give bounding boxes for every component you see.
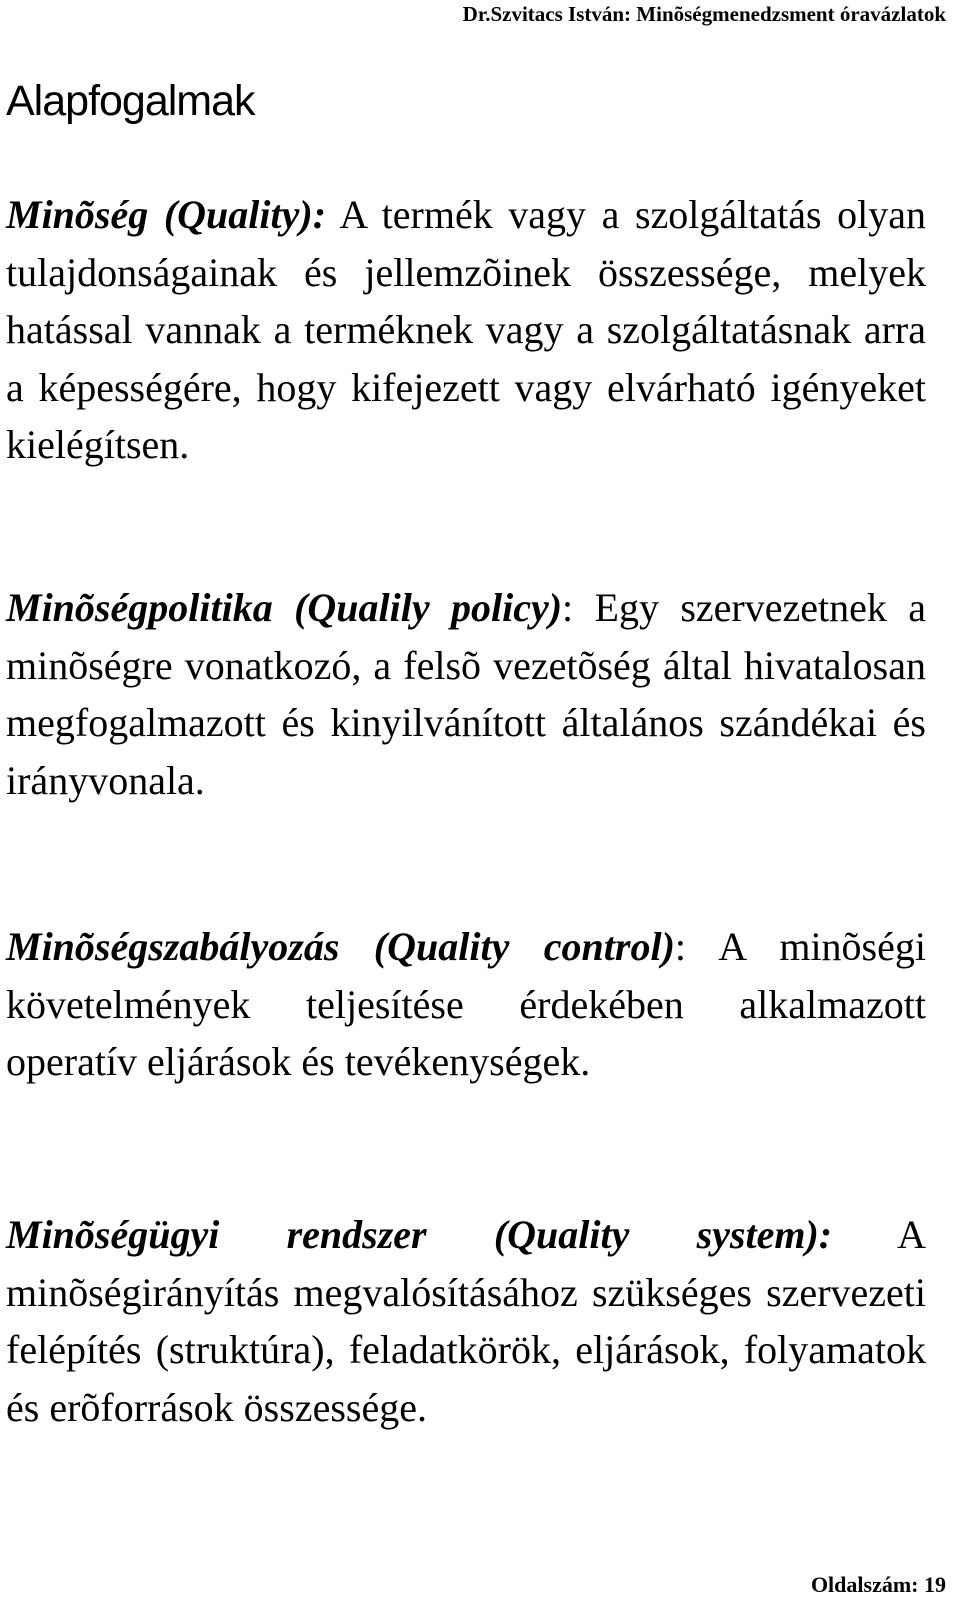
definition-quality (6, 186, 926, 474)
running-header: Dr.Szvitacs István: Minõségmenedzsment óravázlatok (462, 2, 946, 26)
definition-term: Minõségpolitika (Qualily policy) (6, 585, 563, 630)
definition-text: : Egy szervezetnek a minõségre vonatkozó, a felsõ vezetõség által hivatalosan megfogalmazott és kinyilvánított általános szándékai és irányvonala. (6, 585, 926, 803)
definition-text: : A minõségi követelmények teljesítése érdekében alkalmazott operatív eljárások és tevékenységek. (6, 924, 926, 1084)
definition-term: Minõségügyi rendszer (Quality system): (6, 1212, 833, 1257)
page-number: Oldalszám: 19 (810, 1572, 946, 1597)
definition-quality-policy (6, 579, 926, 809)
definition-term: Minõségszabályozás (Quality control) (6, 924, 675, 969)
definition-text: A minõségirányítás megvalósításához szükséges szervezeti felépítés (struktúra), feladatkörök, eljárások, folyamatok és erõforrások összessége. (6, 1212, 926, 1430)
page-title: Alapfogalmak (6, 77, 255, 125)
definition-quality-system (6, 1206, 926, 1436)
definition-text: A termék vagy a szolgáltatás olyan tulajdonságainak és jellemzõinek összessége, melyek hatással vannak a terméknek vagy a szolgáltatásnak arra a képességére, hogy kifejezett vagy elvárható igényeket kielégítsen. (6, 192, 926, 467)
definition-quality-control (6, 918, 926, 1091)
definition-term: Minõség (Quality): (6, 192, 327, 237)
